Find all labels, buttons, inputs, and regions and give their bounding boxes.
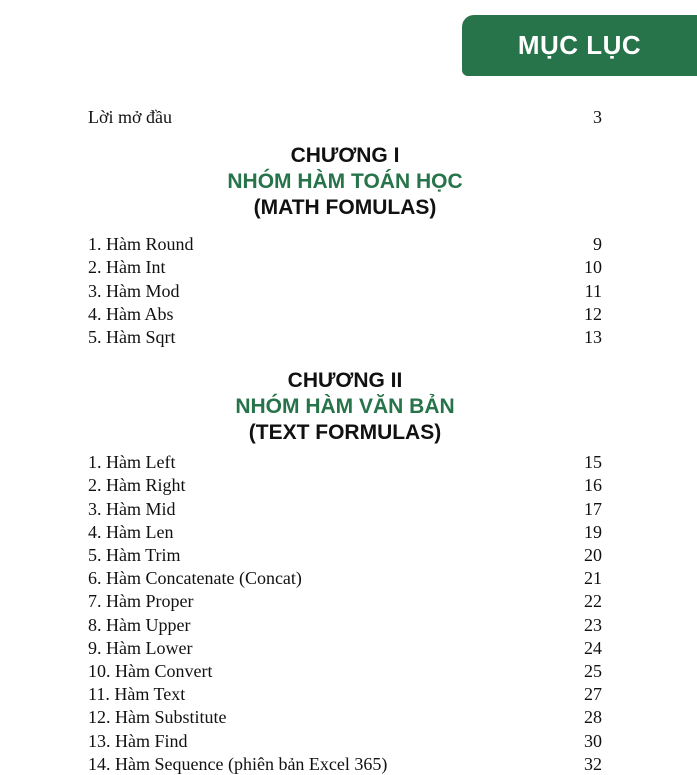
toc-item-label: 10. Hàm Convert (88, 661, 213, 682)
toc-row (88, 256, 602, 279)
chapter-2-title: CHƯƠNG II (287, 369, 403, 393)
chapter-2-heading (88, 368, 602, 446)
toc-row (88, 637, 602, 660)
chapter-1-subtitle-en: (MATH FOMULAS) (253, 196, 437, 220)
toc-row (88, 498, 602, 521)
toc-row (88, 326, 602, 349)
toc-item-label: 11. Hàm Text (88, 684, 186, 705)
toc-row (88, 474, 602, 497)
toc-row (88, 614, 602, 637)
toc-banner (462, 15, 697, 76)
toc-item-label: 4. Hàm Len (88, 521, 174, 542)
toc-row (88, 706, 602, 729)
toc-item-label: Lời mở đầu (88, 107, 173, 127)
toc-row (88, 590, 602, 613)
toc-item-page: 32 (584, 753, 602, 774)
toc-item-page: 28 (584, 707, 602, 728)
toc-row (88, 753, 602, 775)
toc-item-page: 10 (584, 257, 602, 278)
toc-row (88, 544, 602, 567)
toc-item-page: 23 (584, 614, 602, 635)
toc-item-page: 9 (593, 234, 602, 255)
toc-content (88, 106, 602, 775)
toc-row (88, 683, 602, 706)
toc-row (88, 280, 602, 303)
chapter-1-title: CHƯƠNG I (290, 144, 400, 168)
toc-item-label: 8. Hàm Upper (88, 614, 191, 635)
toc-item-label: 12. Hàm Substitute (88, 707, 227, 728)
chapter-1-heading (88, 143, 602, 221)
toc-row-intro (88, 106, 602, 129)
toc-item-page: 24 (584, 637, 602, 658)
toc-item-page: 13 (584, 327, 602, 348)
toc-row (88, 521, 602, 544)
toc-item-page: 3 (593, 107, 602, 127)
toc-item-page: 15 (584, 452, 602, 473)
toc-item-page: 30 (584, 730, 602, 751)
toc-item-page: 27 (584, 684, 602, 705)
toc-row (88, 730, 602, 753)
toc-item-label: 5. Hàm Sqrt (88, 327, 176, 348)
toc-row (88, 660, 602, 683)
toc-row (88, 451, 602, 474)
toc-item-label: 3. Hàm Mod (88, 280, 180, 301)
chapter-2-items (88, 451, 602, 775)
toc-row (88, 303, 602, 326)
chapter-1-items (88, 233, 602, 349)
toc-item-page: 20 (584, 545, 602, 566)
toc-item-page: 17 (584, 498, 602, 519)
toc-item-page: 22 (584, 591, 602, 612)
toc-item-label: 6. Hàm Concatenate (Concat) (88, 568, 302, 589)
chapter-1-subtitle: NHÓM HÀM TOÁN HỌC (227, 170, 463, 194)
toc-row (88, 233, 602, 256)
toc-item-page: 12 (584, 303, 602, 324)
toc-item-page: 11 (584, 280, 602, 301)
toc-item-page: 21 (584, 568, 602, 589)
toc-item-label: 9. Hàm Lower (88, 637, 193, 658)
toc-item-label: 2. Hàm Int (88, 257, 166, 278)
toc-item-label: 4. Hàm Abs (88, 303, 174, 324)
toc-item-page: 16 (584, 475, 602, 496)
toc-item-label: 13. Hàm Find (88, 730, 188, 751)
chapter-2-subtitle-en: (TEXT FORMULAS) (248, 421, 442, 445)
toc-row (88, 567, 602, 590)
toc-item-label: 5. Hàm Trim (88, 545, 181, 566)
toc-item-page: 19 (584, 521, 602, 542)
toc-item-label: 2. Hàm Right (88, 475, 186, 496)
toc-item-label: 1. Hàm Round (88, 234, 194, 255)
toc-item-label: 14. Hàm Sequence (phiên bản Excel 365) (88, 753, 388, 774)
toc-banner-title: MỤC LỤC (517, 30, 642, 60)
toc-item-label: 3. Hàm Mid (88, 498, 176, 519)
toc-item-label: 7. Hàm Proper (88, 591, 194, 612)
toc-item-label: 1. Hàm Left (88, 452, 176, 473)
chapter-2-subtitle: NHÓM HÀM VĂN BẢN (235, 395, 455, 419)
toc-item-page: 25 (584, 661, 602, 682)
